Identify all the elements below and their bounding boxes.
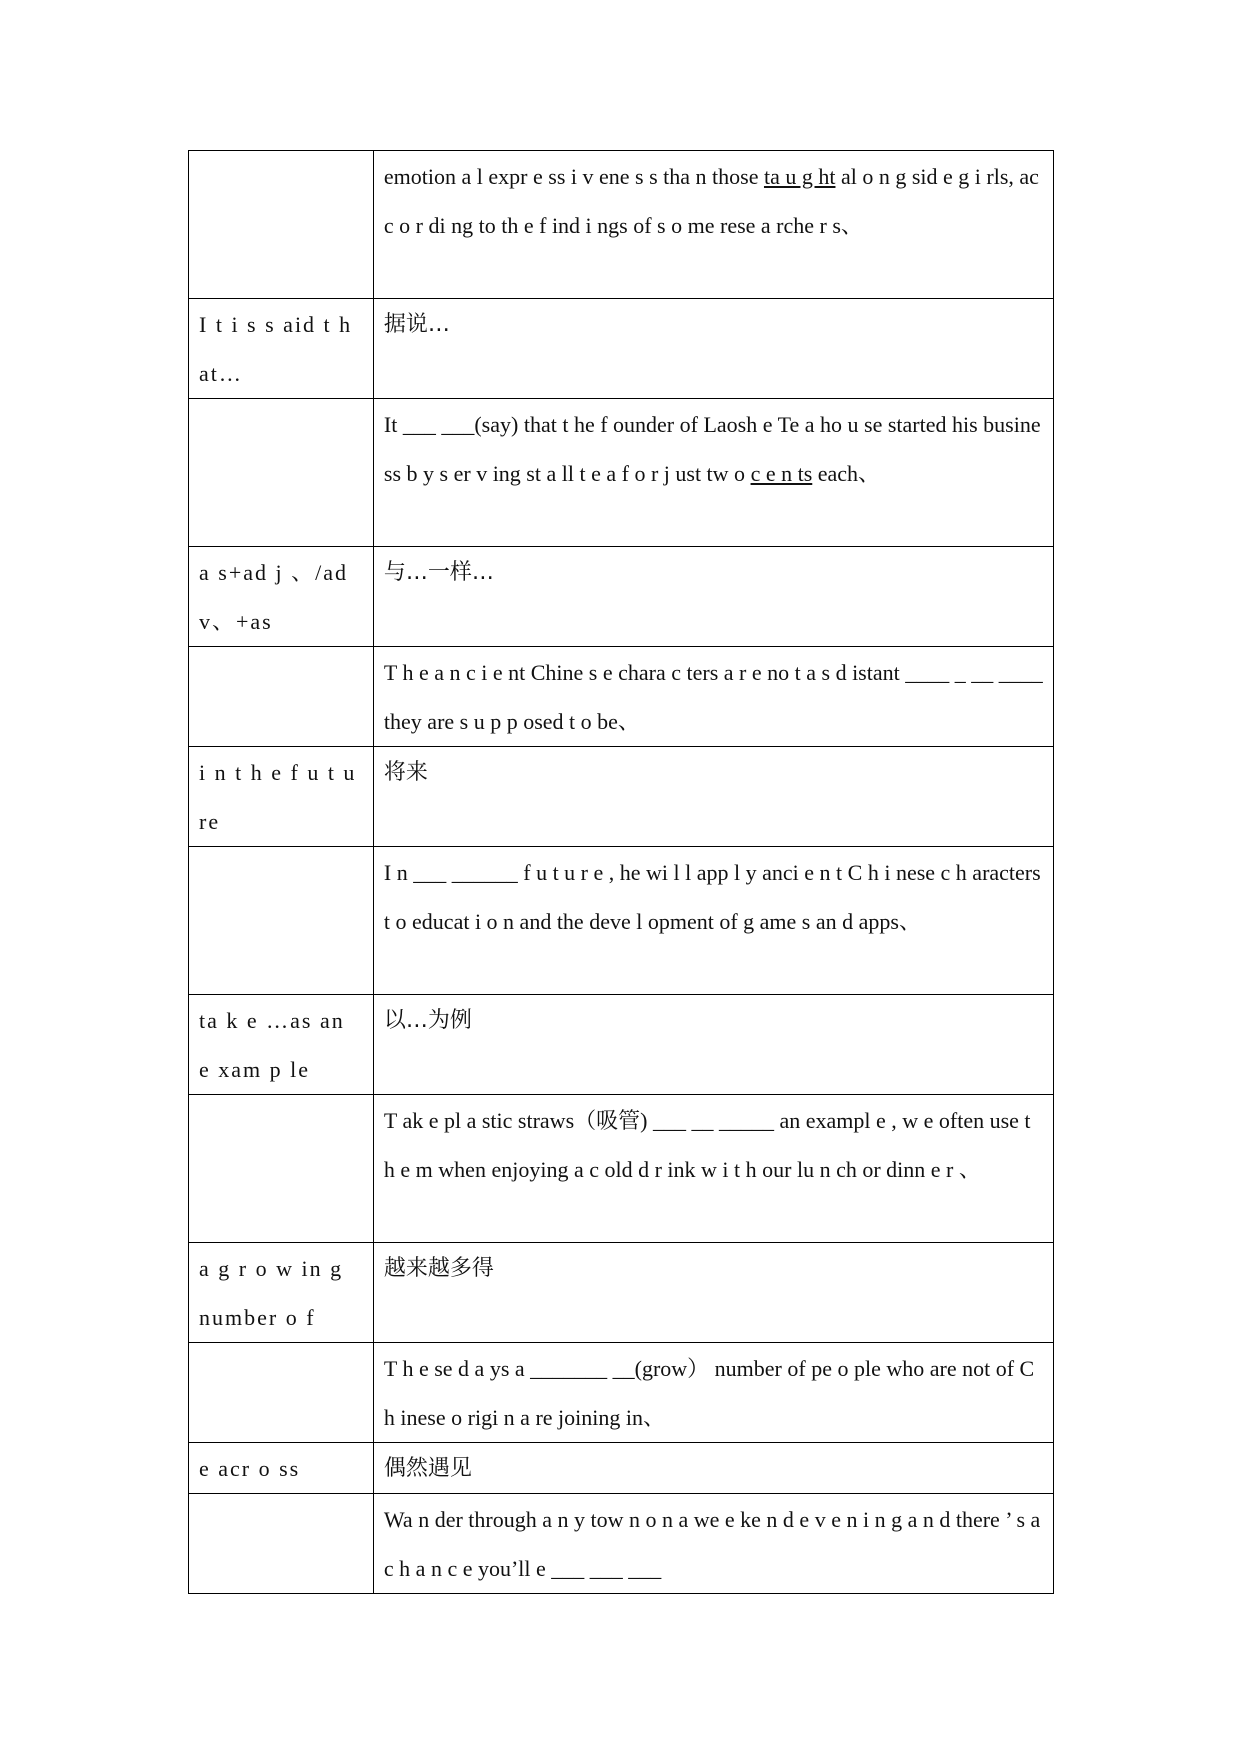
example-text: emotion a l expr e ss i v ene s s tha n those (383, 164, 764, 189)
example-cell: T ak e pl a stic straws（吸管) ___ __ _____ an exampl e , w e often use t h e m when enjoying a c old d r ink w i t h our lu n ch or dinn e r 、 (373, 1095, 1053, 1243)
term-cell-empty (189, 151, 374, 299)
table-row (189, 1095, 1054, 1243)
example-text: al o n g sid e g i rls, acc o r di ng to th e f ind i ngs of s o me rese a rche r s、 (383, 164, 1039, 238)
term-cell: a s+ad j 、/adv、+as (189, 547, 374, 647)
meaning-cell: 将来 (373, 747, 1053, 847)
term-cell: a g r o w in g number o f (189, 1243, 374, 1343)
example-cell (373, 151, 1053, 299)
table-row (189, 151, 1054, 299)
table-row (189, 995, 1054, 1095)
table-row (189, 747, 1054, 847)
example-cell: Wa n der through a n y tow n o n a we e ke n d e v e n i n g a n d there ’ s a c h a n c e you’ll e ___ ___ ___ (373, 1494, 1053, 1594)
term-cell: e acr o ss (189, 1443, 374, 1494)
example-cell: I n ___ ______ f u t u r e , he wi l l app l y anci e n t C h i nese c h aracters t o educat i o n and the deve l opment of g ame s an d apps、 (373, 847, 1053, 995)
term-cell-empty (189, 1494, 374, 1594)
term-cell: i n t h e f u t u re (189, 747, 374, 847)
term-cell: I t i s s aid t hat… (189, 299, 374, 399)
example-cell (373, 399, 1053, 547)
table-row (189, 1494, 1054, 1594)
meaning-cell: 以…为例 (373, 995, 1053, 1095)
term-cell-empty (189, 647, 374, 747)
underlined-word: ta u g ht (763, 164, 836, 189)
term-cell: ta k e …as an e xam p le (189, 995, 374, 1095)
example-text: It ___ ___(say) that t he f ounder of Laosh e Te a ho u se started his business b y s er v ing st a ll t e a f o r j ust tw o (383, 412, 1041, 486)
term-cell-empty (189, 399, 374, 547)
term-cell-empty (189, 1343, 374, 1443)
meaning-cell: 越来越多得 (373, 1243, 1053, 1343)
term-cell-empty (189, 1095, 374, 1243)
table-row (189, 399, 1054, 547)
table-row (189, 1343, 1054, 1443)
example-text: each、 (812, 461, 881, 486)
example-cell: T h e a n c i e nt Chine s e chara c ters a r e no t a s d istant ____ _ __ ____ they are s u p p osed t o be、 (373, 647, 1053, 747)
meaning-cell: 与…一样… (373, 547, 1053, 647)
table-row (189, 299, 1054, 399)
example-cell: T h e se d a ys a _______ __(grow） number of pe o ple who are not of C h inese o rigi n a re joining in、 (373, 1343, 1053, 1443)
table-row (189, 647, 1054, 747)
table-row (189, 1243, 1054, 1343)
vocabulary-table (188, 150, 1054, 1594)
term-cell-empty (189, 847, 374, 995)
worksheet (188, 150, 1054, 1594)
meaning-cell: 偶然遇见 (373, 1443, 1053, 1494)
table-row (189, 847, 1054, 995)
meaning-cell: 据说… (373, 299, 1053, 399)
table-row (189, 1443, 1054, 1494)
underlined-word: c e n ts (750, 461, 813, 486)
table-row (189, 547, 1054, 647)
